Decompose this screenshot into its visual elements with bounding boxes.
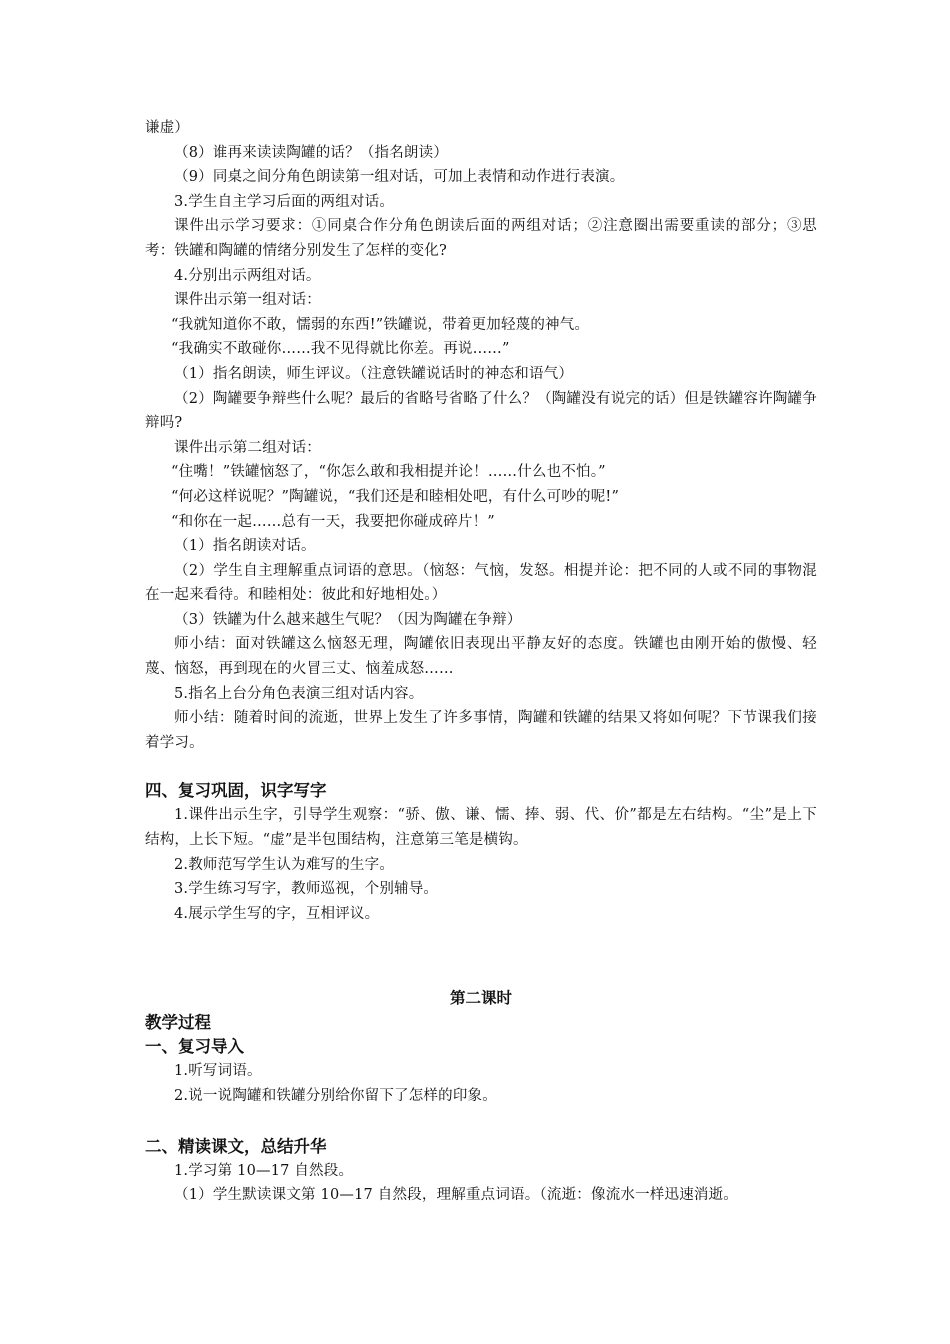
paragraph: （1）指名朗读对话。 bbox=[174, 538, 316, 555]
dialogue-line: “和你在一起……总有一天，我要把你碰成碎片！” bbox=[171, 513, 495, 530]
section-heading: 四、复习巩固，识字写字 bbox=[145, 781, 327, 801]
paragraph: （1）学生默读课文第 10—17 自然段，理解重点词语。（流逝：像流水一样迅速消逝。 bbox=[174, 1187, 738, 1204]
section-heading: 一、复习导入 bbox=[145, 1037, 244, 1057]
paragraph: （3）铁罐为什么越来越生气呢？（因为陶罐在争辩） bbox=[174, 611, 522, 628]
paragraph: （9）同桌之间分角色朗读第一组对话，可加上表情和动作进行表演。 bbox=[174, 169, 625, 186]
paragraph: 课件出示第二组对话： bbox=[174, 439, 321, 456]
paragraph: （2）陶罐要争辩些什么呢？最后的省略号省略了什么？（陶罐没有说完的话）但是铁罐容许陶罐争辩吗? bbox=[145, 390, 817, 432]
spacer bbox=[145, 1109, 817, 1135]
paragraph: 3.学生自主学习后面的两组对话。 bbox=[174, 193, 395, 210]
paragraph: 谦虚） bbox=[145, 120, 190, 136]
paragraph: 课件出示学习要求：①同桌合作分角色朗读后面的两组对话；②注意圈出需要重读的部分；③思考：铁罐和陶罐的情绪分别发生了怎样的变化? bbox=[145, 218, 817, 259]
paragraph: 2.说一说陶罐和铁罐分别给你留下了怎样的印象。 bbox=[174, 1088, 497, 1104]
spacer bbox=[145, 755, 817, 779]
lesson-title: 第二课时 bbox=[449, 989, 512, 1008]
paragraph: 4.分别出示两组对话。 bbox=[174, 267, 321, 284]
document-page bbox=[145, 116, 817, 1208]
paragraph: 5.指名上台分角色表演三组对话内容。 bbox=[174, 685, 424, 702]
teacher-summary: 师小结：面对铁罐这么恼怒无理，陶罐依旧表现出平静友好的态度。铁罐也由刚开始的傲慢、轻蔑、恼怒，再到现在的火冒三丈、恼羞成怒…… bbox=[145, 636, 817, 678]
paragraph: 2.教师范写学生认为难写的生字。 bbox=[174, 856, 395, 873]
paragraph: 3.学生练习写字，教师巡视，个别辅导。 bbox=[174, 881, 439, 898]
section-heading: 二、精读课文，总结升华 bbox=[145, 1136, 327, 1156]
paragraph: （1）指名朗读，师生评议。（注意铁罐说话时的神态和语气） bbox=[174, 365, 574, 382]
paragraph: 4.展示学生写的字，互相评议。 bbox=[174, 905, 380, 922]
dialogue-line: “我确实不敢碰你……我不见得就比你差。再说……” bbox=[171, 341, 510, 358]
dialogue-line: “住嘴！”铁罐恼怒了，“你怎么敢和我相提并论！……什么也不怕。” bbox=[171, 464, 606, 481]
dialogue-line: “我就知道你不敢，懦弱的东西!”铁罐说，带着更加轻蔑的神气。 bbox=[171, 316, 590, 333]
paragraph: 课件出示第一组对话： bbox=[174, 292, 321, 309]
paragraph: （2）学生自主理解重点词语的意思。（恼怒：气恼，发怒。相提并论：把不同的人或不同的事物混在一起来看待。和睦相处：彼此和好地相处。） bbox=[145, 562, 817, 604]
paragraph: （8）谁再来读读陶罐的话？（指名朗读） bbox=[174, 144, 449, 161]
dialogue-line: “何必这样说呢？”陶罐说，“我们还是和睦相处吧，有什么可吵的呢!” bbox=[171, 488, 620, 505]
paragraph: 1.学习第 10—17 自然段。 bbox=[174, 1162, 354, 1179]
process-heading: 教学过程 bbox=[145, 1013, 211, 1033]
spacer bbox=[145, 926, 817, 986]
paragraph: 1.课件出示生字，引导学生观察：“骄、傲、谦、懦、捧、弱、代、价”都是左右结构。“尘”是上下结构，上长下短。“虚”是半包围结构，注意第三笔是横钩。 bbox=[145, 807, 817, 849]
paragraph: 1.听写词语。 bbox=[174, 1063, 262, 1080]
teacher-summary: 师小结：随着时间的流逝，世界上发生了许多事情，陶罐和铁罐的结果又将如何呢？下节课我们接着学习。 bbox=[145, 710, 817, 751]
